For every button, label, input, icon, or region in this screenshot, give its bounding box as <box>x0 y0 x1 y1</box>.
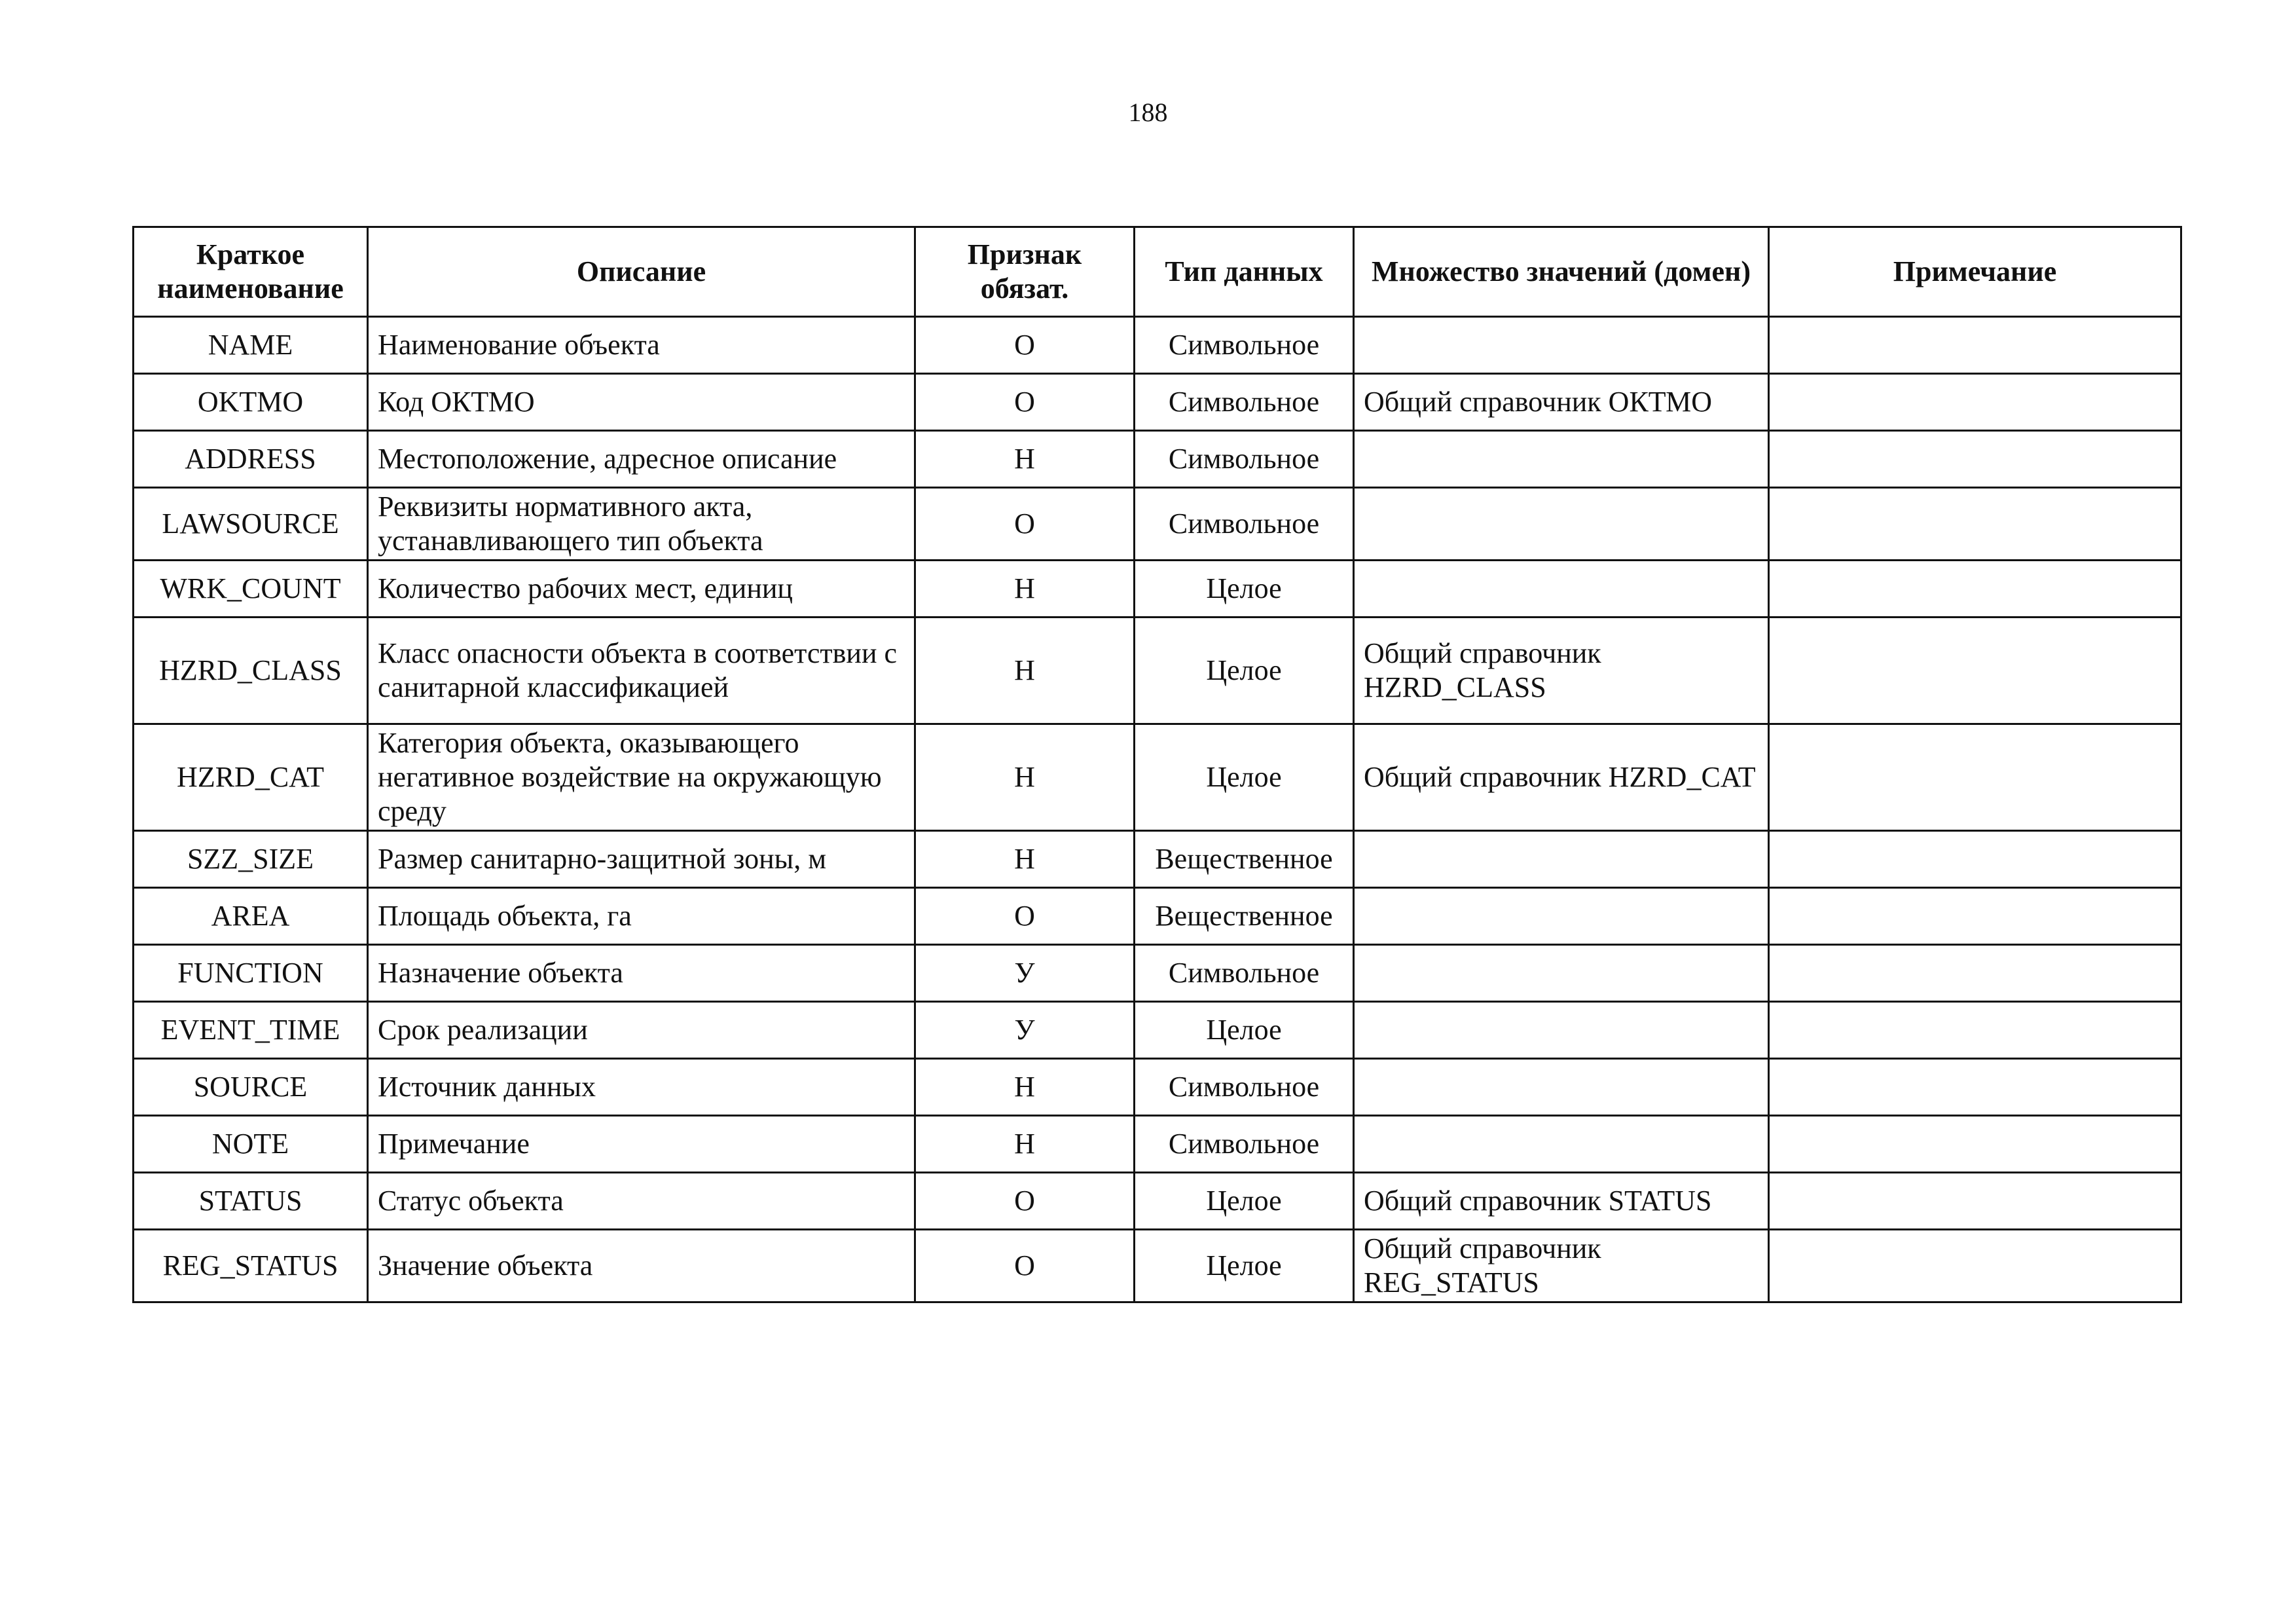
cell-note <box>1769 1173 2181 1230</box>
cell-note <box>1769 488 2181 561</box>
cell-required: Н <box>915 831 1135 888</box>
header-note: Примечание <box>1769 227 2181 317</box>
cell-short-name: LAWSOURCE <box>134 488 368 561</box>
table-row <box>134 1173 2181 1230</box>
cell-domain: Общий справочник HZRD_CLASS <box>1354 618 1769 724</box>
cell-note <box>1769 431 2181 488</box>
cell-domain <box>1354 1059 1769 1116</box>
cell-short-name: EVENT_TIME <box>134 1002 368 1059</box>
cell-data-type: Символьное <box>1135 317 1354 374</box>
cell-description: Значение объекта <box>368 1230 915 1302</box>
cell-required: О <box>915 1173 1135 1230</box>
cell-domain <box>1354 561 1769 618</box>
cell-short-name: HZRD_CLASS <box>134 618 368 724</box>
cell-required: У <box>915 1002 1135 1059</box>
cell-short-name: SZZ_SIZE <box>134 831 368 888</box>
cell-description: Назначение объекта <box>368 945 915 1002</box>
cell-required: У <box>915 945 1135 1002</box>
cell-description: Примечание <box>368 1116 915 1173</box>
header-description: Описание <box>368 227 915 317</box>
cell-required: О <box>915 374 1135 431</box>
cell-domain <box>1354 888 1769 945</box>
cell-domain: Общий справочник REG_STATUS <box>1354 1230 1769 1302</box>
cell-note <box>1769 888 2181 945</box>
cell-description: Наименование объекта <box>368 317 915 374</box>
table-row <box>134 1002 2181 1059</box>
cell-data-type: Вещественное <box>1135 888 1354 945</box>
header-domain: Множество значений (домен) <box>1354 227 1769 317</box>
cell-short-name: SOURCE <box>134 1059 368 1116</box>
table-row <box>134 488 2181 561</box>
cell-domain: Общий справочник ОКТМО <box>1354 374 1769 431</box>
table-row <box>134 1116 2181 1173</box>
cell-data-type: Целое <box>1135 1230 1354 1302</box>
cell-required: О <box>915 317 1135 374</box>
header-data-type: Тип данных <box>1135 227 1354 317</box>
cell-required: Н <box>915 618 1135 724</box>
cell-description: Категория объекта, оказывающего негативное воздействие на окружающую среду <box>368 724 915 831</box>
cell-required: О <box>915 1230 1135 1302</box>
cell-domain <box>1354 488 1769 561</box>
cell-description: Срок реализации <box>368 1002 915 1059</box>
cell-short-name: NOTE <box>134 1116 368 1173</box>
cell-domain <box>1354 1002 1769 1059</box>
cell-domain <box>1354 1116 1769 1173</box>
cell-short-name: FUNCTION <box>134 945 368 1002</box>
cell-domain <box>1354 831 1769 888</box>
table-row <box>134 888 2181 945</box>
cell-required: Н <box>915 431 1135 488</box>
cell-description: Количество рабочих мест, единиц <box>368 561 915 618</box>
cell-description: Класс опасности объекта в соответствии с санитарной классификацией <box>368 618 915 724</box>
cell-data-type: Символьное <box>1135 1059 1354 1116</box>
cell-short-name: HZRD_CAT <box>134 724 368 831</box>
cell-domain <box>1354 317 1769 374</box>
table-header-row <box>134 227 2181 317</box>
cell-required: О <box>915 888 1135 945</box>
cell-description: Местоположение, адресное описание <box>368 431 915 488</box>
cell-note <box>1769 724 2181 831</box>
table-row <box>134 1059 2181 1116</box>
cell-note <box>1769 561 2181 618</box>
cell-short-name: ADDRESS <box>134 431 368 488</box>
cell-data-type: Вещественное <box>1135 831 1354 888</box>
cell-note <box>1769 618 2181 724</box>
cell-data-type: Символьное <box>1135 1116 1354 1173</box>
cell-data-type: Целое <box>1135 561 1354 618</box>
table-row <box>134 945 2181 1002</box>
cell-short-name: REG_STATUS <box>134 1230 368 1302</box>
cell-data-type: Целое <box>1135 1002 1354 1059</box>
cell-domain <box>1354 431 1769 488</box>
header-short-name: Краткое наименование <box>134 227 368 317</box>
cell-note <box>1769 1116 2181 1173</box>
cell-note <box>1769 317 2181 374</box>
cell-domain: Общий справочник HZRD_CAT <box>1354 724 1769 831</box>
cell-short-name: NAME <box>134 317 368 374</box>
cell-domain: Общий справочник STATUS <box>1354 1173 1769 1230</box>
cell-description: Код ОКТМО <box>368 374 915 431</box>
table-row <box>134 724 2181 831</box>
cell-data-type: Целое <box>1135 724 1354 831</box>
cell-description: Реквизиты нормативного акта, устанавливающего тип объекта <box>368 488 915 561</box>
cell-required: Н <box>915 561 1135 618</box>
cell-note <box>1769 1002 2181 1059</box>
cell-note <box>1769 945 2181 1002</box>
cell-required: Н <box>915 1059 1135 1116</box>
cell-data-type: Целое <box>1135 1173 1354 1230</box>
cell-required: О <box>915 488 1135 561</box>
cell-short-name: WRK_COUNT <box>134 561 368 618</box>
cell-required: Н <box>915 724 1135 831</box>
table-row <box>134 374 2181 431</box>
cell-short-name: STATUS <box>134 1173 368 1230</box>
cell-description: Размер санитарно-защитной зоны, м <box>368 831 915 888</box>
cell-description: Статус объекта <box>368 1173 915 1230</box>
cell-domain <box>1354 945 1769 1002</box>
attribute-table <box>132 226 2182 1303</box>
cell-data-type: Символьное <box>1135 488 1354 561</box>
table-row <box>134 431 2181 488</box>
table-row <box>134 317 2181 374</box>
cell-data-type: Символьное <box>1135 431 1354 488</box>
cell-data-type: Символьное <box>1135 374 1354 431</box>
header-required: Признак обязат. <box>915 227 1135 317</box>
table-row <box>134 561 2181 618</box>
page-number: 188 <box>1128 98 1168 127</box>
cell-data-type: Целое <box>1135 618 1354 724</box>
table-row <box>134 831 2181 888</box>
cell-short-name: OKTMO <box>134 374 368 431</box>
table-row <box>134 1230 2181 1302</box>
table-row <box>134 618 2181 724</box>
cell-description: Площадь объекта, га <box>368 888 915 945</box>
cell-required: Н <box>915 1116 1135 1173</box>
cell-description: Источник данных <box>368 1059 915 1116</box>
cell-note <box>1769 1059 2181 1116</box>
cell-note <box>1769 1230 2181 1302</box>
cell-note <box>1769 831 2181 888</box>
cell-short-name: AREA <box>134 888 368 945</box>
cell-note <box>1769 374 2181 431</box>
cell-data-type: Символьное <box>1135 945 1354 1002</box>
